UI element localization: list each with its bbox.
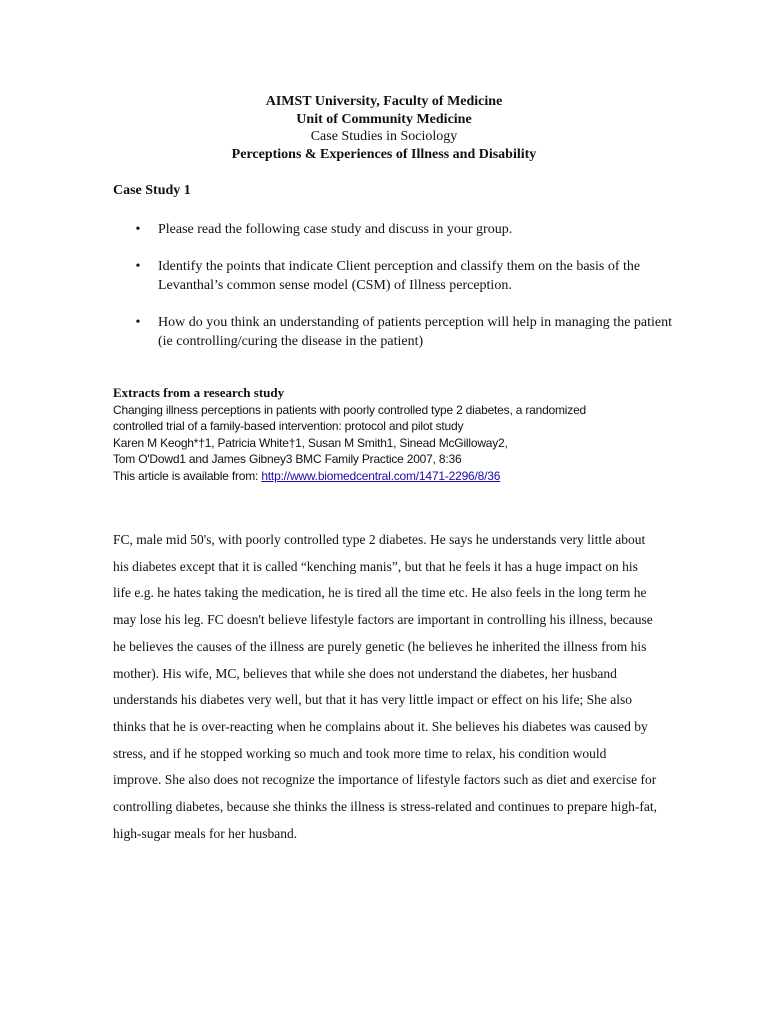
instruction-item — [113, 313, 673, 351]
document-header — [0, 93, 768, 163]
article-link[interactable]: http://www.biomedcentral.com/1471-2296/8/36 — [261, 468, 501, 483]
bullet-icon: • — [135, 315, 141, 330]
instruction-item — [113, 220, 673, 239]
research-extract — [113, 385, 673, 484]
unit-title: Unit of Community Medicine — [296, 111, 472, 127]
university-title: AIMST University, Faculty of Medicine — [265, 94, 503, 109]
instruction-text: Identify the points that indicate Client perception and classify them on the basis of the Levanthal’s common sense model (CSM) of Illness perception. — [158, 259, 641, 293]
case-study-body: FC, male mid 50's, with poorly controlled type 2 diabetes. He says he understands very little about his diabetes except that it is called “kenching manis”, but that he feels it has a huge impact on his life e.g. he hates taking the medication, he is tired all the time etc. He also feels in the long term he may lose his leg. FC doesn't believe lifestyle factors are important in controlling his illness, because he believes the causes of the illness are purely genetic (he believes he inherited the illness from his mother). His wife, MC, believes that while she does not understand the diabetes, her husband understands his diabetes very well, but that it has very little impact or effect on his life; She also thinks that he is over-reacting when he complains about it. She believes his diabetes was caused by stress, and if he stopped working so much and took more time to relax, his condition would improve. She also does not recognize the importance of lifestyle factors such as diet and exercise for controlling diabetes, because she thinks the illness is stress-related and continues to prepare high-fat, high-sugar meals for her husband. — [113, 532, 657, 841]
instruction-item — [113, 257, 673, 295]
extract-heading: Extracts from a research study — [113, 385, 285, 400]
bullet-icon: • — [135, 259, 141, 274]
topic-title: Perceptions & Experiences of Illness and Disability — [231, 146, 537, 162]
extract-authors-line: Tom O'Dowd1 and James Gibney3 BMC Family Practice 2007, 8:36 — [113, 452, 462, 466]
extract-authors-line: Karen M Keogh*†1, Patricia White†1, Susan M Smith1, Sinead McGilloway2, — [113, 435, 508, 450]
extract-citation-line: controlled trial of a family-based intervention: protocol and pilot study — [113, 419, 464, 433]
course-title: Case Studies in Sociology — [310, 129, 458, 144]
bullet-icon: • — [135, 222, 141, 237]
availability-label: This article is available from: — [113, 468, 262, 483]
extract-availability — [113, 468, 673, 485]
instruction-text: Please read the following case study and discuss in your group. — [158, 222, 513, 237]
extract-citation-line: Changing illness perceptions in patients with poorly controlled type 2 diabetes, a randomized — [113, 402, 587, 417]
instructions-list — [113, 220, 673, 369]
instruction-text: How do you think an understanding of patients perception will help in managing the patient (ie controlling/curing the disease in the patient) — [158, 315, 673, 349]
case-study-heading: Case Study 1 — [113, 183, 191, 198]
